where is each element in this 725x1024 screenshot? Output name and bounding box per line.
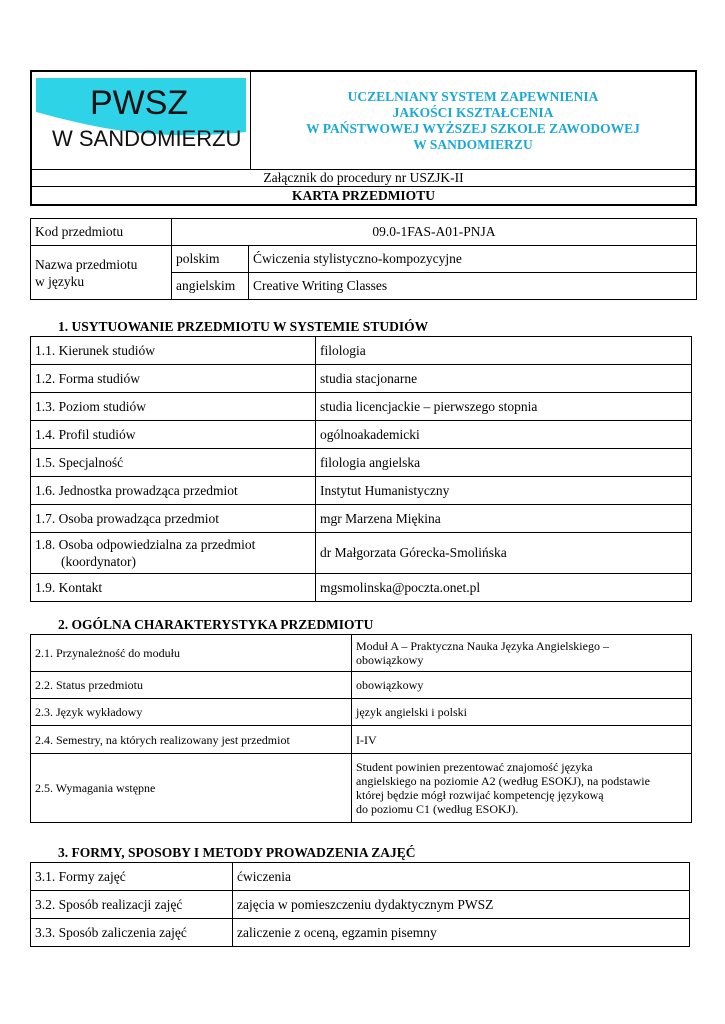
title-line: W SANDOMIERZU [413,136,533,152]
row-label: 1.6. Jednostka prowadząca przedmiot [31,477,316,505]
row-value: ogólnoakademicki [316,421,692,449]
row-value: zajęcia w pomieszczeniu dydaktycznym PWSZ [233,891,690,919]
card-title: KARTA PRZEDMIOTU [31,187,696,206]
table-row [31,365,692,393]
table-row [31,505,692,533]
row-value-line: Student powinien prezentować znajomość języka [356,760,593,774]
table-row [31,449,692,477]
code-value: 09.0-1FAS-A01-PNJA [172,219,697,246]
row-label-line: (koordynator) [61,554,136,569]
lang-polish: polskim [172,246,249,273]
table-row [31,533,692,574]
pwsz-logo [32,72,250,164]
row-value-line: Moduł A – Praktyczna Nauka Języka Angielskiego – [356,639,609,653]
title-line: UCZELNIANY SYSTEM ZAPEWNIENIA [347,88,599,104]
section-2-table [30,634,692,823]
row-label: 2.2. Status przedmiotu [31,672,352,699]
subject-name-en: Creative Writing Classes [249,273,697,300]
name-label-line: w języku [35,273,85,289]
section-3-heading: 3. FORMY, SPOSOBY I METODY PROWADZENIA ZAJĘĆ [58,845,416,860]
row-value: zaliczenie z oceną, egzamin pisemny [233,919,690,947]
row-value: ćwiczenia [233,863,690,891]
row-value: obowiązkowy [352,672,692,699]
table-row [31,699,692,726]
document-header [30,70,697,206]
table-row [31,863,690,891]
row-label: 2.5. Wymagania wstępne [31,754,352,823]
table-row [31,891,690,919]
row-label: 1.3. Poziom studiów [31,393,316,421]
table-row [31,574,692,602]
row-value-line: angielskiego na poziomie A2 (według ESOKJ), na podstawie [356,774,650,788]
title-line: W PAŃSTWOWEJ WYŻSZEJ SZKOLE ZAWODOWEJ [306,120,640,136]
row-label: 2.4. Semestry, na których realizowany jest przedmiot [31,726,352,754]
row-value [352,635,692,672]
row-label: 3.2. Sposób realizacji zajęć [31,891,233,919]
name-label [31,246,172,300]
row-value: dr Małgorzata Górecka-Smolińska [316,533,692,574]
row-value-line: do poziomu C1 (według ESOKJ). [356,802,519,816]
subject-table [30,218,697,300]
row-value: Instytut Humanistyczny [316,477,692,505]
row-value: I-IV [352,726,692,754]
row-label: 1.7. Osoba prowadząca przedmiot [31,505,316,533]
row-value-line: której będzie mógł rozwijać kompetencję językową [356,788,604,802]
table-row [31,635,692,672]
row-label: 1.9. Kontakt [31,574,316,602]
table-row [31,337,692,365]
section-1-table [30,336,692,602]
table-row [31,477,692,505]
svg-text:PWSZ: PWSZ [90,84,189,122]
table-row [31,754,692,823]
row-label: 1.5. Specjalność [31,449,316,477]
row-value: studia stacjonarne [316,365,692,393]
subject-name-pl: Ćwiczenia stylistyczno-kompozycyjne [249,246,697,273]
row-label: 3.3. Sposób zaliczenia zajęć [31,919,233,947]
section-2-heading: 2. OGÓLNA CHARAKTERYSTYKA PRZEDMIOTU [58,617,374,632]
row-value-line: obowiązkowy [356,653,424,667]
table-row [31,393,692,421]
row-label: 3.1. Formy zajęć [31,863,233,891]
row-label: 2.1. Przynależność do modułu [31,635,352,672]
row-label [31,533,316,574]
row-value: filologia [316,337,692,365]
table-row [31,726,692,754]
code-label: Kod przedmiotu [31,219,172,246]
row-label: 1.4. Profil studiów [31,421,316,449]
row-label: 1.1. Kierunek studiów [31,337,316,365]
table-row [31,421,692,449]
row-label: 2.3. Język wykładowy [31,699,352,726]
contact-email: mgsmolinska@poczta.onet.pl [316,574,692,602]
row-value: filologia angielska [316,449,692,477]
row-label-line: 1.8. Osoba odpowiedzialna za przedmiot [35,537,256,552]
header-title [251,71,697,170]
title-line: JAKOŚCI KSZTAŁCENIA [392,104,554,120]
row-label: 1.2. Forma studiów [31,365,316,393]
section-3-table [30,862,690,947]
section-1-heading: 1. USYTUOWANIE PRZEDMIOTU W SYSTEMIE STUDIÓW [58,319,429,334]
table-row [31,919,690,947]
row-value [352,754,692,823]
row-value: studia licencjackie – pierwszego stopnia [316,393,692,421]
lang-english: angielskim [172,273,249,300]
row-value: mgr Marzena Miękina [316,505,692,533]
logo-cell [31,71,251,170]
table-row [31,672,692,699]
row-value: język angielski i polski [352,699,692,726]
annex-text: Załącznik do procedury nr USZJK-II [31,170,696,187]
svg-text:W SANDOMIERZU: W SANDOMIERZU [52,126,242,151]
name-label-line: Nazwa przedmiotu [35,256,138,272]
